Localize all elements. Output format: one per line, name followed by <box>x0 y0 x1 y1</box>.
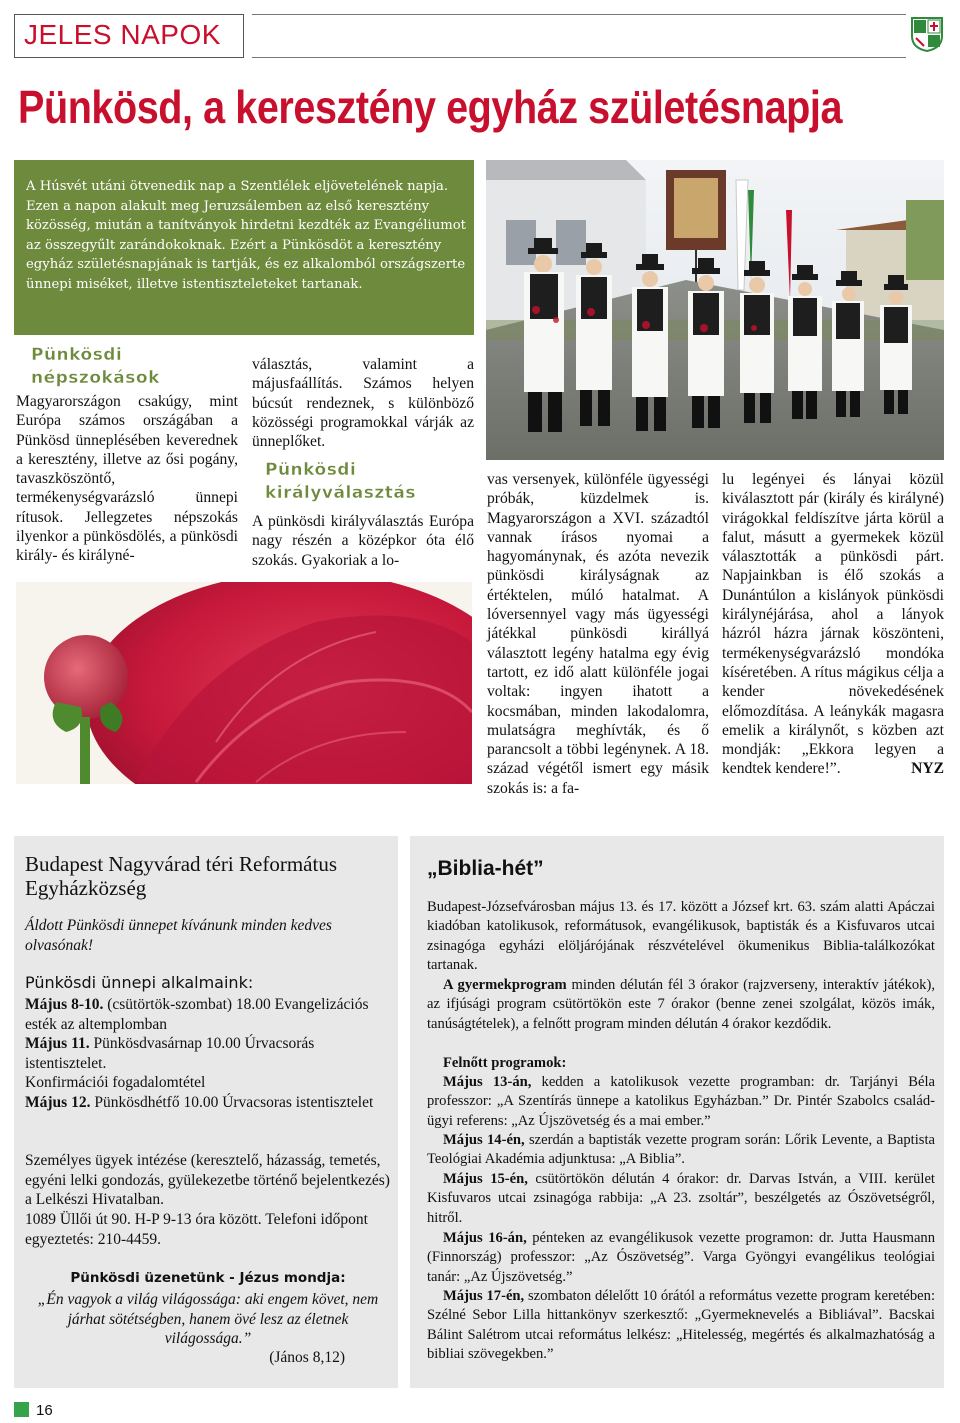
contact-address: 1089 Üllői út 90. H-P 9-13 óra között. Telefoni időpont egyeztetés: 210-4459. <box>25 1211 368 1248</box>
program-item-1: Május 8-10. (csütörtök-szombat) 18.00 Evangelizációs esték az altemplomban <box>25 996 369 1033</box>
article-column-2b: A pünkösdi királyválasztás Európa nagy részén a középkor óta élő szokás. Gyakoriak a lo- <box>252 513 474 569</box>
program-heading: Pünkösdi ünnepi alkalmaink: <box>25 973 254 992</box>
district-crest-icon <box>910 16 944 52</box>
article-column-2: választás, valamint a májusfaállítás. Számos helyen búcsút rendeznek, s különböző közösségi programokkal várják az ünneplőket. <box>252 356 474 451</box>
procession-photo <box>486 160 944 460</box>
section-label: JELES NAPOK <box>24 19 221 50</box>
article-column-4: lu legényei és lányai közül kiválasztott pár (király és királyné) virágokkal feldíszítve járta körül a falut, másutt a gyermekek közül választották a pünkösdi párt. Napjainkban is élő szokás a Dunántúlon a kislányok pünkösdi királynéjárása, ahol a lányok házról házra járnak köszönteni, termékenységvarázsló mondóka kíséretében. A rítus mágikus célja a kender növekedésének előmozdítása. A leánykák magasra emelik a királynőt, s közben azt mondják: „Ekkora legyen a kendtek kendere!”. NYZ <box>722 471 944 778</box>
page-number: 16 <box>36 1402 53 1419</box>
bible-week-title: „Biblia-hét” <box>427 857 544 880</box>
church-greeting: Áldott Pünkösdi ünnepet kívánunk minden kedves olvasónak! <box>25 917 332 954</box>
article-title: Pünkösd, a keresztény egyház születésnapja <box>18 81 843 133</box>
program-day-16: Május 16-án, pénteken az evangélikusok vezette programon: dr. Jutta Hausmann (Finnország) professzor: „Az Ószövetség”. Varga Gyöngyi evangélikus teológiai tanár: „Az Újszövetség.” <box>427 1230 936 1285</box>
subheading-folk-customs: Pünkösdi népszokások <box>31 345 160 388</box>
quote-reference: (János 8,12) <box>269 1349 345 1366</box>
bible-week-intro: Budapest-Józsefvárosban május 13. és 17. között a József krt. 63. szám alatti Apáczai kiadóban katolikusok, reformátusok, evangélikusok, baptisták és a Kisfuvaros utcai zsinagóga egyházi elöljárójának részvételével ökumenikus Biblia-találkozókat tartanak. <box>427 899 935 974</box>
program-day-13: Május 13-án, kedden a katolikusok vezette programban: dr. Tarjányi Béla professzor: „A Szentírás ünnepe a katolikus Egyházban.” Dr. Pintér Szabolcs család-ügyi referens: „Az Újszövetség és a mai ember.” <box>427 1074 936 1129</box>
program-date: Május 8-10. <box>25 996 104 1013</box>
bible-quote: „Én vagyok a világ világossága: aki engem követ, nem járhat sötétségben, hanem övé lesz az életnek világossága.” <box>37 1291 379 1347</box>
program-day-15: Május 15-én, csütörtökön délután 4 órakor: dr. Darvas István, a VIII. kerület Kisfuvaros utcai zsinagóga rabbija: „A 23. zsoltár”, beszélgetés az Ószövetségről, hitről. <box>427 1171 935 1226</box>
article-column-3: vas versenyek, különféle ügyességi próbák, küzdelmek is. Magyarországon a XVI. századtól vannak írásos nyomai a hagyománynak, és azóta nevezik pünkösdi királyságnak az értéktelen, múló hatalmat. A lóversennyel vagy más ügyességi játékkal pünkösdi királlyá választott legény hatalma egy évig tartott, ez idő alatt különféle jogai voltak: ingyen ihatott a kocsmában, minden lakodalomra, mulatságra meghívták, és ő parancsolt a többi legénynek. A 18. század végétől ismert egy másik szokás is: a fa- <box>487 471 709 797</box>
contact-info: Személyes ügyek intézése (keresztelő, házasság, temetés, egyéni lelki gondozás, gyülekezetbe történő bejelentkezés) a Lelkészi Hivatalban. <box>25 1152 390 1208</box>
header-rule <box>252 14 906 58</box>
adult-program-heading: Felnőtt programok: <box>443 1055 567 1071</box>
subheading-king-election: Pünkösdi királyválasztás <box>265 460 416 503</box>
quote-heading: Pünkösdi üzenetünk - Jézus mondja: <box>70 1270 346 1286</box>
program-day-17: Május 17-én, szombaton délelőtt 10 órától a református vezette program keretében: Szélné Sebor Lilla hittankönyv szerkesztő: „Gyermeknevelés a Bibliával”. Bacskai Bálint Salétrom utcai református lelkész: „Hitelesség, megértés és alkalmazhatóság a bibliai szövegekben.” <box>427 1288 935 1363</box>
article-column-1: Magyarországon csakúgy, mint Európa számos országában a Pünkösd ünneplésében keverednek a keresztény, illetve az ősi pogány, tavaszköszöntő, termékenységvarázsló ünnepi rítusok. Jellegzetes népszokás ilyenkor a pünkösdölés, a pünkösdi király- és királyné- <box>16 393 238 565</box>
kids-program: A gyermekprogram minden délután fél 3 órakor (rajzverseny, interaktív játékok), az ifjúsági program csütörtökön este 7 órakor (benne zenei szolgálat, közös imák, tanúságtételek), a felnőtt program minden délután 4 órakor kezdődik. <box>427 977 935 1032</box>
program-day-14: Május 14-én, szerdán a baptisták vezette program során: Lőrik Levente, a Baptista Teológiai Akadémia adjunktusa: „A Biblia”. <box>427 1132 935 1168</box>
program-date: Május 11. <box>25 1035 90 1052</box>
program-item-2: Május 11. Pünkösdvasárnap 10.00 Úrvacsorás istentisztelet. <box>25 1035 315 1072</box>
page-marker <box>14 1402 29 1417</box>
program-item-3: Konfirmációi fogadalomtétel <box>25 1074 206 1091</box>
program-date: Május 12. <box>25 1094 91 1111</box>
church-title: Budapest Nagyvárad téri Református Egyházközség <box>25 852 337 900</box>
author-signature: NYZ <box>911 760 944 778</box>
article-lead: A Húsvét utáni ötvenedik nap a Szentlélek eljövetelének napja. Ezen a napon alakult meg Jeruzsálemben az első keresztény közösség, miután a tanítványok hirdetni kezdték az Evangéliumot az összegyűlt zarándokoknak. Ezért a Pünkösdöt a keresztény egyház születésnapjának is tartják, és ez alkalomból országszerte ünnepi miséket, illetve istentiszteleteket tartanak. <box>26 179 466 292</box>
program-item-4: Május 12. Pünkösdhétfő 10.00 Úrvacsoras istentisztelet <box>25 1094 374 1111</box>
peony-photo <box>16 582 472 784</box>
